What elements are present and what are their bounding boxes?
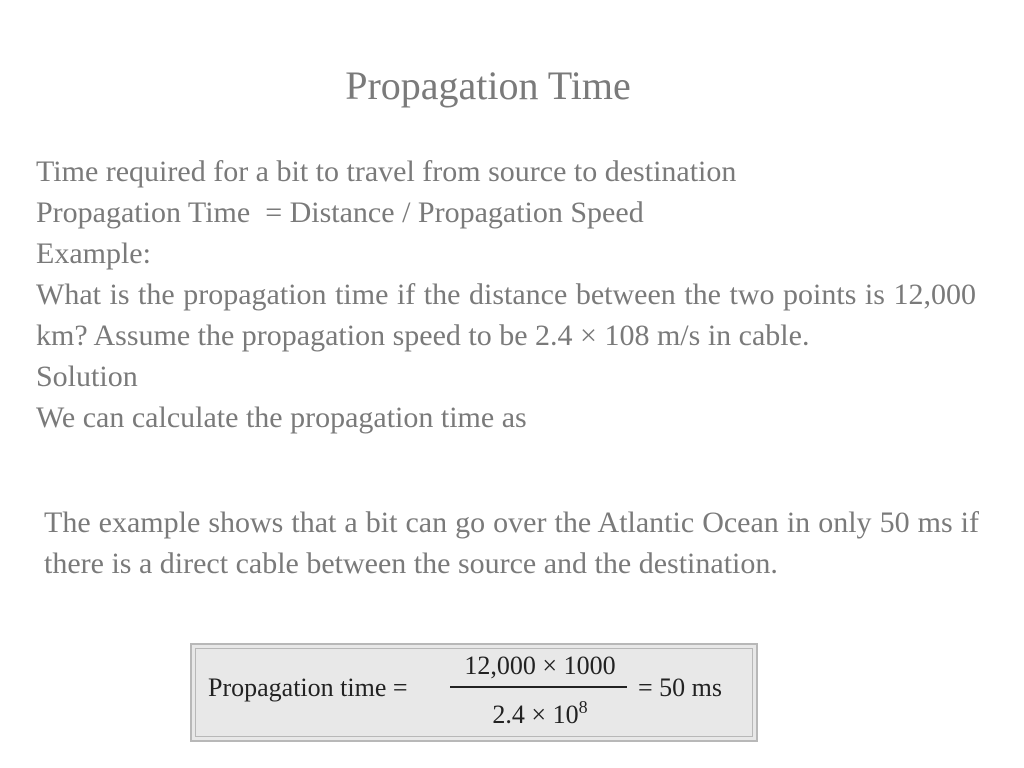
formula-lhs: Propagation time = — [208, 673, 408, 702]
formula-result: = 50 ms — [638, 673, 723, 702]
formula-text-line: Propagation Time = Distance / Propagation Speed — [36, 196, 644, 229]
definition-line: Time required for a bit to travel from source to destination — [36, 155, 737, 188]
solution-heading: Solution — [36, 360, 138, 393]
formula-denominator — [450, 697, 630, 730]
denominator-base: 2.4 × 10 — [492, 700, 579, 729]
formula-numerator: 12,000 × 1000 — [464, 651, 616, 680]
formula-box — [190, 643, 758, 742]
solution-intro: We can calculate the propagation time as — [36, 401, 527, 434]
conclusion-note: The example shows that a bit can go over the Atlantic Ocean in only 50 ms if there is a direct cable between the source and the destination. — [44, 506, 979, 580]
example-question: What is the propagation time if the distance between the two points is 12,000 km? Assume the propagation speed to be 2.4 × 108 m/s in cable. — [36, 278, 976, 352]
example-heading: Example: — [36, 237, 151, 270]
fraction-bar — [450, 686, 627, 688]
propagation-formula — [192, 645, 756, 740]
slide-title: Propagation Time — [345, 63, 631, 108]
slide-body — [36, 151, 976, 438]
denominator-exponent: 8 — [578, 697, 588, 717]
